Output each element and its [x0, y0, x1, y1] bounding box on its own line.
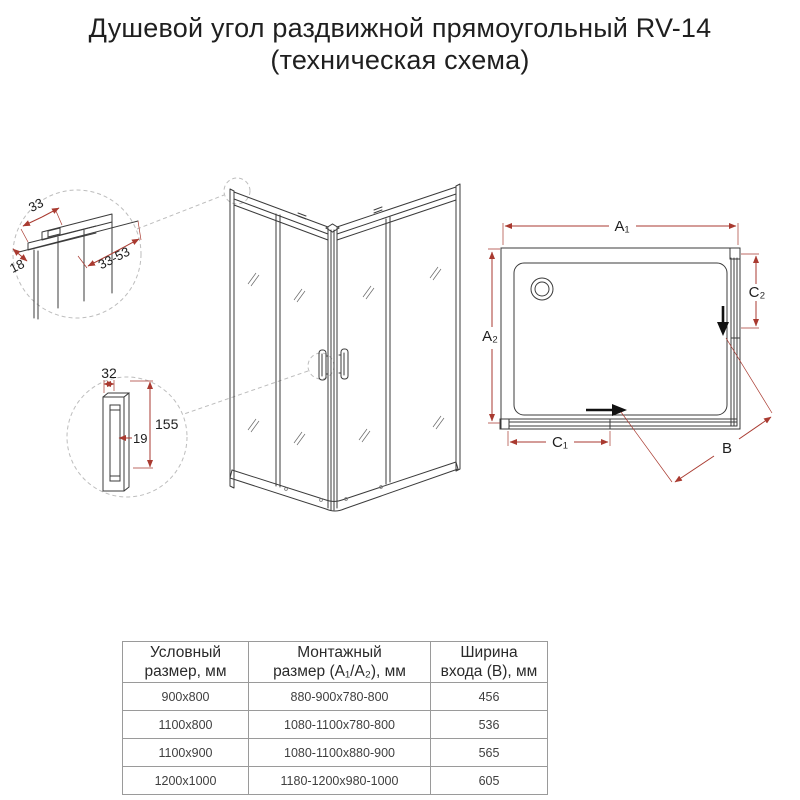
table-row [123, 739, 548, 767]
table-row [123, 711, 548, 739]
dim-handle-bar: 19 [133, 431, 148, 446]
dim-handle-width: 32 [101, 365, 117, 381]
header-mounting-size: Монтажный размер (А₁/А₂), мм [249, 642, 431, 683]
cell-mounting: 880-900x780-800 [249, 683, 431, 711]
dim-profile-depth: 18 [7, 256, 27, 276]
dim-handle-height: 155 [155, 416, 179, 432]
door-handle-right [339, 349, 348, 379]
size-table [122, 641, 548, 795]
drain-icon [531, 278, 553, 300]
dim-c2 [741, 254, 766, 328]
dim-b [621, 338, 772, 482]
door-direction-arrows [586, 306, 729, 416]
cell-nominal: 1100x800 [123, 711, 249, 739]
cell-entry: 605 [431, 767, 548, 795]
top-rail-right [337, 187, 456, 240]
assembly-drawing [0, 160, 480, 580]
glass-reflections [248, 267, 444, 445]
roller-brackets [298, 207, 382, 219]
bottom-rail-bottom [230, 469, 458, 511]
table-row [123, 683, 548, 711]
plan-schematic [480, 195, 800, 505]
cell-entry: 565 [431, 739, 548, 767]
dim-a2 [482, 249, 500, 423]
cell-nominal: 1100x900 [123, 739, 249, 767]
page-title [0, 12, 800, 76]
label-c1: C₁ [552, 434, 568, 451]
dim-c1 [508, 431, 610, 451]
corner-post [328, 228, 337, 510]
table-row [123, 767, 548, 795]
tray-outline [500, 248, 740, 429]
cell-mounting: 1180-1200x980-1000 [249, 767, 431, 795]
detail-handle [101, 365, 178, 491]
cell-nominal: 1200x1000 [123, 767, 249, 795]
header-nominal-size: Условный размер, мм [123, 642, 249, 683]
right-panel-lines [731, 258, 737, 426]
right-wall-post [456, 184, 460, 471]
label-a1: A₁ [614, 218, 630, 235]
cell-entry: 456 [431, 683, 548, 711]
cell-mounting: 1080-1100x880-900 [249, 739, 431, 767]
table-header-row [123, 642, 548, 683]
left-wall-post [230, 189, 234, 488]
leader-line-handle [184, 371, 308, 414]
dim-profile-range: 33-53 [95, 243, 133, 273]
label-c2: C₂ [748, 284, 766, 301]
dim-a1 [503, 218, 738, 245]
bottom-panel-lines [509, 419, 737, 426]
right-panel-bracket [730, 248, 740, 259]
handle-callout-circle [308, 353, 334, 379]
dim-profile-width: 33 [26, 195, 46, 215]
title-line2: (техническая схема) [270, 45, 530, 75]
callout-circles [13, 178, 334, 497]
label-a2: A₂ [482, 328, 498, 345]
cell-entry: 536 [431, 711, 548, 739]
cell-mounting: 1080-1100x780-800 [249, 711, 431, 739]
top-rail-left [234, 192, 328, 240]
enclosure-3d [230, 184, 460, 511]
leader-line-profile [137, 195, 224, 229]
door-panel-edges [276, 214, 390, 487]
title-line1: Душевой угол раздвижной прямоугольный RV-14 [88, 13, 712, 43]
label-b: B [721, 440, 733, 457]
header-entry-width: Ширина входа (В), мм [431, 642, 548, 683]
cell-nominal: 900x800 [123, 683, 249, 711]
